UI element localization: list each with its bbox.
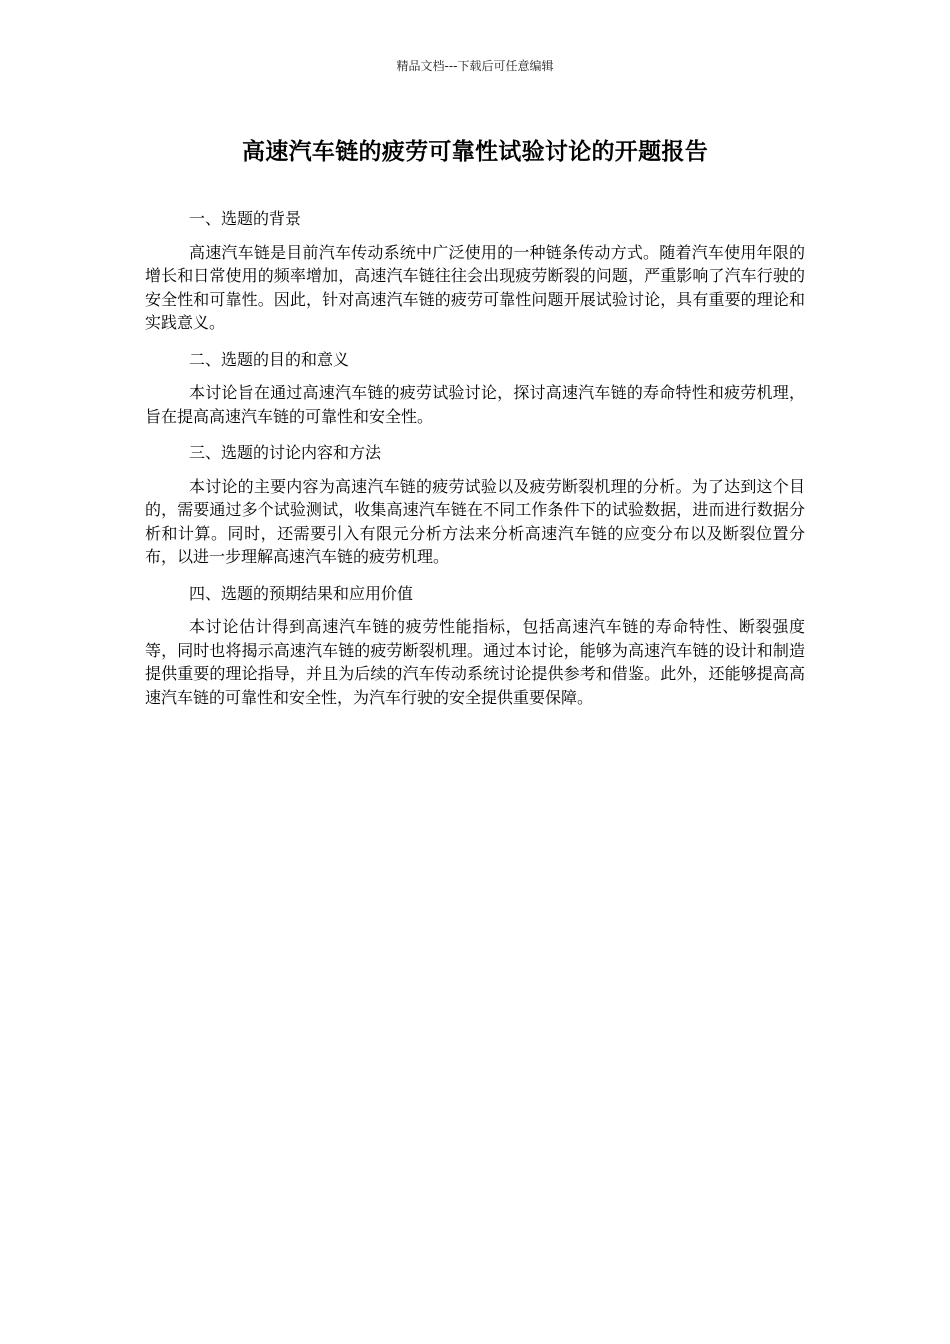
header-note: 精品文档---下载后可任意编辑 [396, 59, 554, 73]
section-body-expected-results: 本讨论估计得到高速汽车链的疲劳性能指标，包括高速汽车链的寿命特性、断裂强度等，同时也将揭示高速汽车链的疲劳断裂机理。通过本讨论，能够为高速汽车链的设计和制造提供重要的理论指导，并且为后续的汽车传动系统讨论提供参考和借鉴。此外，还能够提高高速汽车链的可靠性和安全性，为汽车行驶的安全提供重要保障。 [145, 617, 805, 707]
section-heading-methods: 三、选题的讨论内容和方法 [189, 443, 382, 462]
section-heading-background: 一、选题的背景 [189, 209, 302, 228]
section-heading-purpose: 二、选题的目的和意义 [189, 349, 350, 369]
section-body-methods: 本讨论的主要内容为高速汽车链的疲劳试验以及疲劳断裂机理的分析。为了达到这个目的，需要通过多个试验测试，收集高速汽车链在不同工作条件下的试验数据，进而进行数据分析和计算。同时，还需要引入有限元分析方法来分析高速汽车链的应变分布以及断裂位置分布，以进一步理解高速汽车链的疲劳机理。 [145, 476, 805, 566]
document-body [145, 207, 805, 722]
section-heading-expected-results: 四、选题的预期结果和应用价值 [189, 583, 414, 603]
document-title: 高速汽车链的疲劳可靠性试验讨论的开题报告 [242, 139, 708, 165]
section-body-background: 高速汽车链是目前汽车传动系统中广泛使用的一种链条传动方式。随着汽车使用年限的增长和日常使用的频率增加，高速汽车链往往会出现疲劳断裂的问题，严重影响了汽车行驶的安全性和可靠性。因此，针对高速汽车链的疲劳可靠性问题开展试验讨论，具有重要的理论和实践意义。 [145, 242, 805, 332]
section-body-purpose: 本讨论旨在通过高速汽车链的疲劳试验讨论，探讨高速汽车链的寿命特性和疲劳机理，旨在提高高速汽车链的可靠性和安全性。 [145, 383, 805, 426]
